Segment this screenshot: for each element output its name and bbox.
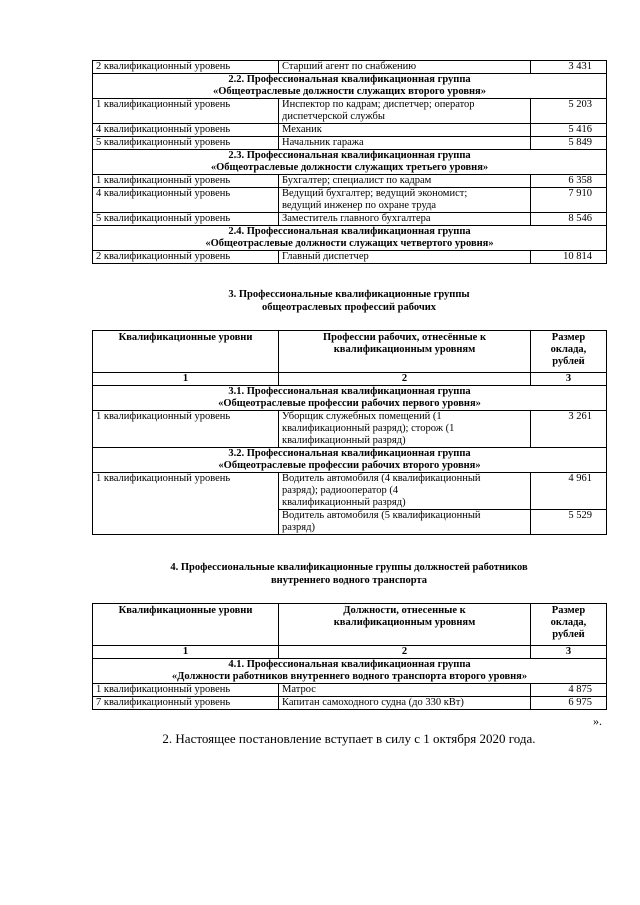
column-number: 2 [279,373,531,386]
group-heading: 4.1. Профессиональная квалификационная группа «Должности работников внутреннего водного транспорта второго уровня» [93,659,607,684]
group-heading-row [93,448,607,473]
salary-table-water-transport [92,603,607,710]
table-row [93,411,607,448]
header-positions: Должности, отнесенные к квалификационным уровням [279,604,531,646]
qualification-level: 1 квалификационный уровень [93,99,279,124]
qualification-level: 1 квалификационный уровень [93,411,279,448]
column-number: 3 [531,373,607,386]
closing-quote: ». [593,714,602,728]
qualification-level: 2 квалификационный уровень [93,251,279,264]
qualification-level: 4 квалификационный уровень [93,188,279,213]
table-row [93,61,607,74]
position-name: Инспектор по кадрам; диспетчер; оператор диспетчерской службы [279,99,531,124]
group-heading-row [93,659,607,684]
qualification-level: 1 квалификационный уровень [93,473,279,535]
salary-value: 5 416 [531,124,607,137]
salary-value: 3 261 [531,411,607,448]
position-name: Механик [279,124,531,137]
qualification-level: 2 квалификационный уровень [93,61,279,74]
section-4-title: 4. Профессиональные квалификационные группы должностей работников внутреннего водного транспорта [170,562,528,586]
header-levels: Квалификационные уровни [93,604,279,646]
header-salary: Размер оклада, рублей [531,604,607,646]
position-name: Заместитель главного бухгалтера [279,213,531,226]
salary-value: 4 875 [531,684,607,697]
column-number: 1 [93,373,279,386]
table-row [93,188,607,213]
salary-table-workers [92,330,607,535]
group-heading-row [93,226,607,251]
header-levels: Квалификационные уровни [93,331,279,373]
table-row [93,213,607,226]
column-numbers-row [93,373,607,386]
section-3-title: 3. Профессиональные квалификационные группы общеотраслевых профессий рабочих [228,289,470,313]
table-row [93,251,607,264]
column-number: 1 [93,646,279,659]
salary-value: 6 975 [531,697,607,710]
qualification-level: 5 квалификационный уровень [93,137,279,150]
table-row [93,473,607,510]
qualification-level: 5 квалификационный уровень [93,213,279,226]
table-row [93,137,607,150]
qualification-level: 1 квалификационный уровень [93,175,279,188]
table-header-row [93,604,607,646]
group-heading-row [93,386,607,411]
header-salary: Размер оклада, рублей [531,331,607,373]
position-name: Водитель автомобиля (5 квалификационный разряд) [279,510,531,535]
position-name: Бухгалтер; специалист по кадрам [279,175,531,188]
table-row [93,684,607,697]
position-name: Старший агент по снабжению [279,61,531,74]
salary-table-employees [92,60,607,264]
position-name: Уборщик служебных помещений (1 квалификационный разряд); сторож (1 квалификационный разряд) [279,411,531,448]
group-heading-row [93,150,607,175]
column-number: 2 [279,646,531,659]
group-heading: 2.2. Профессиональная квалификационная группа «Общеотраслевые должности служащих второго уровня» [93,74,607,99]
group-heading: 3.2. Профессиональная квалификационная группа «Общеотраслевые профессии рабочих второго уровня» [93,448,607,473]
position-name: Ведущий бухгалтер; ведущий экономист; ведущий инженер по охране труда [279,188,531,213]
salary-value: 10 814 [531,251,607,264]
group-heading-row [93,74,607,99]
salary-value: 6 358 [531,175,607,188]
group-heading: 2.4. Профессиональная квалификационная группа «Общеотраслевые должности служащих четвертого уровня» [93,226,607,251]
table-header-row [93,331,607,373]
header-professions: Профессии рабочих, отнесённые к квалификационным уровням [279,331,531,373]
salary-value: 5 529 [531,510,607,535]
effective-date-paragraph: 2. Настоящее постановление вступает в силу с 1 октября 2020 года. [162,731,536,746]
position-name: Начальник гаража [279,137,531,150]
salary-value: 7 910 [531,188,607,213]
column-number: 3 [531,646,607,659]
table-row [93,175,607,188]
group-heading: 2.3. Профессиональная квалификационная группа «Общеотраслевые должности служащих третьего уровня» [93,150,607,175]
salary-value: 3 431 [531,61,607,74]
table-row [93,124,607,137]
qualification-level: 1 квалификационный уровень [93,684,279,697]
position-name: Капитан самоходного судна (до 330 кВт) [279,697,531,710]
position-name: Главный диспетчер [279,251,531,264]
group-heading: 3.1. Профессиональная квалификационная группа «Общеотраслевые профессии рабочих первого уровня» [93,386,607,411]
document-page [92,60,606,747]
table-row [93,697,607,710]
qualification-level: 4 квалификационный уровень [93,124,279,137]
salary-value: 8 546 [531,213,607,226]
salary-value: 4 961 [531,473,607,510]
salary-value: 5 849 [531,137,607,150]
table-row [93,99,607,124]
position-name: Водитель автомобиля (4 квалификационный разряд); радиооператор (4 квалификационный разряд) [279,473,531,510]
position-name: Матрос [279,684,531,697]
column-numbers-row [93,646,607,659]
qualification-level: 7 квалификационный уровень [93,697,279,710]
salary-value: 5 203 [531,99,607,124]
